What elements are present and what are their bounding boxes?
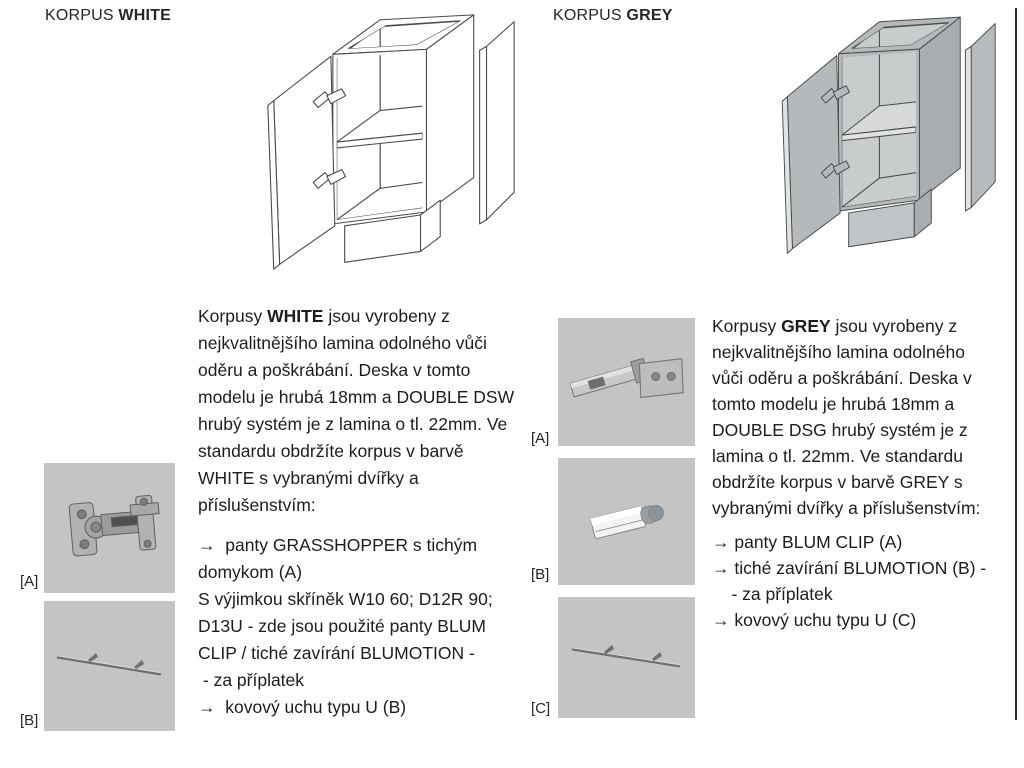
feature-list-line: S výjimkou skříněk W10 60; D12R 90; <box>198 589 493 609</box>
cabinet-open-door <box>787 56 840 249</box>
paragraph-line: modelu je hrubá 18mm a DOUBLE DSW <box>198 387 515 407</box>
paragraph-line: vybranými dvířky a příslušenstvím: <box>712 498 981 518</box>
paragraph-line: DOUBLE DSG hrubý systém je z <box>712 420 968 440</box>
metal-u-handle-photo <box>558 597 695 718</box>
paragraph-line: hrubý systém je z lamina o tl. 22mm. Ve <box>198 414 508 434</box>
paragraph-line: standardu obdržíte korpus v barvě <box>198 441 464 461</box>
paragraph-line: nejkvalitnějšího lamina odolného <box>712 342 965 362</box>
feature-list-line: CLIP / tiché zavírání BLUMOTION - <box>198 643 475 663</box>
page-divider-line <box>1015 8 1017 720</box>
label-b: [B] <box>531 566 550 583</box>
title-regular: KORPUS <box>553 7 627 24</box>
feature-list-line: domykom (A) <box>198 562 303 582</box>
feature-list-line: → kovový uchu typu U (B) <box>198 697 407 717</box>
label-c: [C] <box>531 700 551 717</box>
blum-clip-hinge-photo <box>558 318 695 446</box>
paragraph-line: obdržíte korpus v barvě GREY s <box>712 472 963 492</box>
feature-list-line: → tiché zavírání BLUMOTION (B) - <box>712 558 987 578</box>
label-b: [B] <box>20 712 39 729</box>
blumotion-damper-image <box>558 458 695 585</box>
label-a: [A] <box>20 573 39 590</box>
detached-side-panel <box>971 24 995 208</box>
white-description <box>198 303 528 721</box>
grasshopper-hinge-photo <box>44 463 175 593</box>
title-regular: KORPUS <box>45 7 119 24</box>
paragraph-line: Korpusy GREY jsou vyrobeny z <box>712 316 958 336</box>
cabinet-open-door <box>274 56 335 264</box>
title-bold: GREY <box>626 7 673 24</box>
paragraph-line: WHITE s vybranými dvířky a <box>198 468 419 488</box>
feature-list-line: D13U - zde jsou použité panty BLUM <box>198 616 486 636</box>
feature-list-line: → panty GRASSHOPPER s tichým <box>198 535 478 555</box>
side-panel-edge <box>965 46 971 211</box>
paragraph-line: nejkvalitnějšího lamina odolného vůči <box>198 333 487 353</box>
metal-u-handle-image <box>558 597 695 718</box>
paragraph-line: vůči oděru a poškrábání. Deska v <box>712 368 972 388</box>
cabinet-plinth <box>345 215 421 262</box>
section-korpus-grey <box>520 0 1024 768</box>
label-a: [A] <box>531 430 550 447</box>
paragraph-line: lamina o tl. 22mm. Ve standardu <box>712 446 963 466</box>
grey-base-cabinet-drawing <box>772 8 1002 266</box>
metal-u-handle-photo <box>44 601 175 731</box>
side-panel-edge <box>480 46 487 223</box>
blum-clip-hinge-image <box>558 318 695 446</box>
blumotion-damper-photo <box>558 458 695 585</box>
feature-list-line: → panty BLUM CLIP (A) <box>712 532 903 552</box>
korpus-white-title <box>45 7 171 25</box>
paragraph-line: oděru a poškrábání. Deska v tomto <box>198 360 471 380</box>
paragraph-line: Korpusy WHITE jsou vyrobeny z <box>198 306 450 326</box>
cabinet-plinth <box>849 203 915 247</box>
grey-description <box>712 313 1017 633</box>
white-base-cabinet-drawing <box>256 5 522 283</box>
feature-list-line: - za příplatek <box>198 670 305 690</box>
detached-side-panel <box>487 22 515 220</box>
grasshopper-hinge-image <box>44 463 175 593</box>
korpus-grey-title <box>553 7 673 25</box>
paragraph-line: příslušenstvím: <box>198 495 316 515</box>
metal-u-handle-image <box>44 601 175 731</box>
feature-list-line: - za příplatek <box>712 584 833 604</box>
title-bold: WHITE <box>118 7 171 24</box>
paragraph-line: tomto modelu je hrubá 18mm a <box>712 394 955 414</box>
feature-list-line: → kovový uchu typu U (C) <box>712 610 917 630</box>
